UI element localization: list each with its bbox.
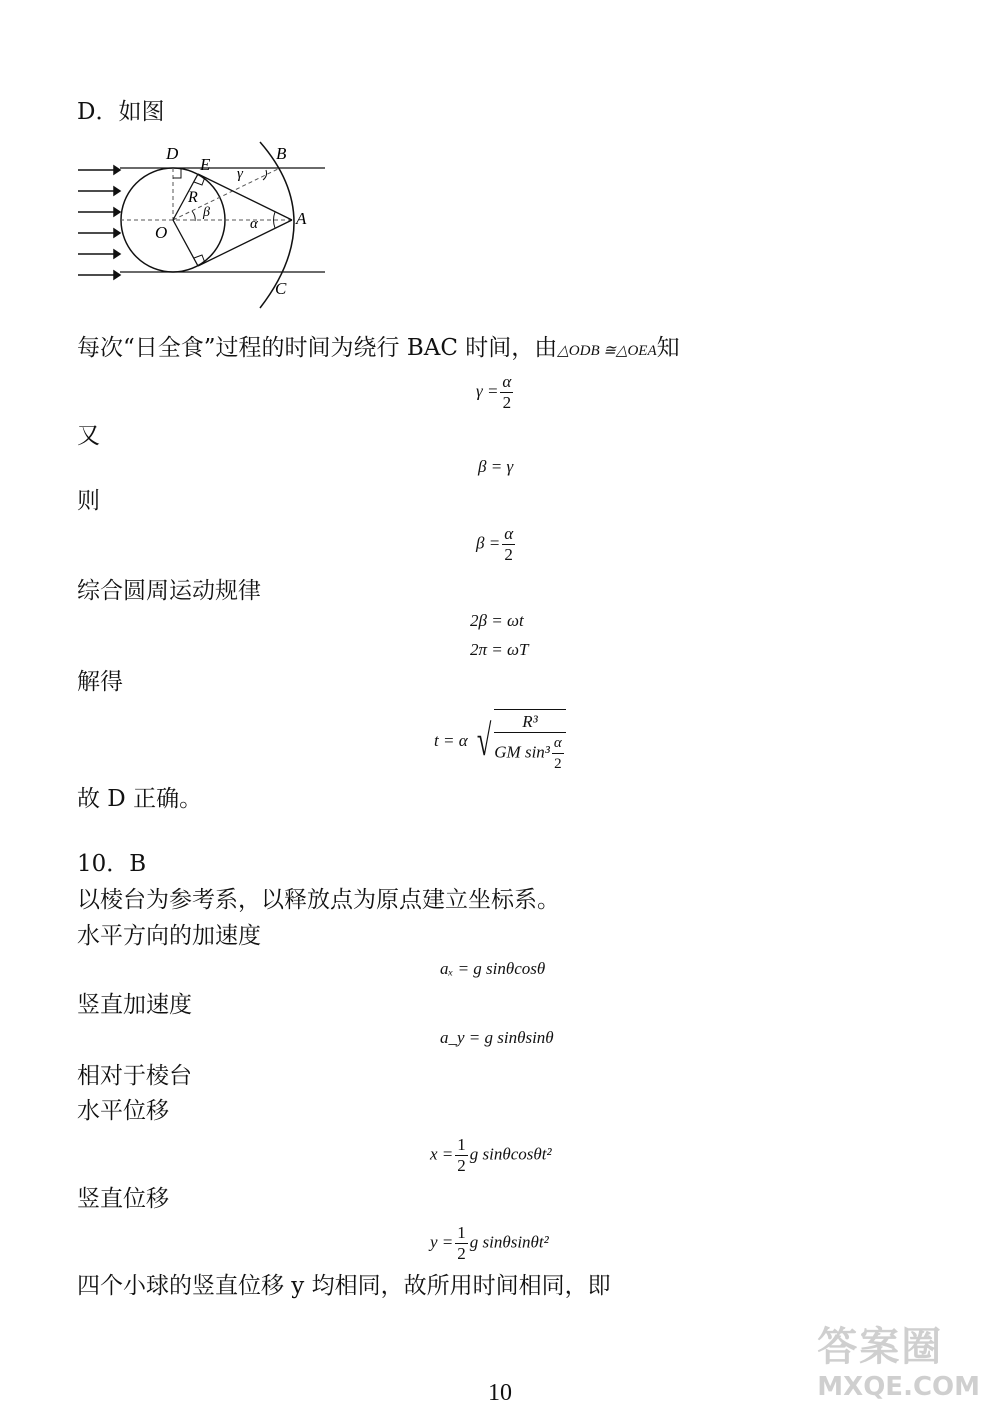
eq5-fnum: α	[552, 733, 564, 754]
eq-7: a_y = g sinθsinθ	[440, 1028, 554, 1047]
p1-text: 每次“日全食”过程的时间为绕行 BAC 时间，由	[77, 335, 558, 361]
heading-d: D．如图	[77, 99, 165, 125]
eq3-num: α	[504, 524, 514, 543]
label-e: E	[200, 155, 211, 174]
question-10: 10．B	[77, 851, 147, 877]
p1-tail: 知	[656, 335, 680, 361]
eq9-num: 1	[457, 1223, 466, 1242]
eq5-num: R³	[494, 712, 566, 733]
text-ze: 则	[77, 488, 100, 514]
eq9-den: 2	[457, 1244, 466, 1263]
eq-1	[476, 372, 515, 413]
paragraph-3: 以棱台为参考系，以释放点为原点建立坐标系。	[77, 887, 560, 913]
page-number: 10	[488, 1380, 512, 1406]
conclusion-d: 故 D 正确。	[77, 786, 203, 812]
paragraph-1	[77, 333, 680, 366]
text-you: 又	[77, 423, 100, 449]
eq-5: t = α √ R³ GM sin³ $\frac{\alpha}{2}$	[434, 705, 566, 777]
paragraph-6: 相对于棱台	[77, 1063, 192, 1089]
watermark	[817, 1315, 980, 1402]
eq8-num: 1	[457, 1135, 466, 1154]
paragraph-7: 水平位移	[77, 1098, 169, 1124]
eq1-den: 2	[502, 393, 512, 412]
label-b: B	[276, 144, 287, 163]
eq-8	[430, 1135, 552, 1176]
eclipse-figure	[70, 140, 340, 310]
label-beta: β	[203, 205, 210, 220]
paragraph-9: 四个小球的竖直位移 y 均相同，故所用时间相同，即	[77, 1273, 611, 1299]
label-a: A	[296, 209, 307, 228]
p1-math: △ODB ≅△OEA	[557, 343, 657, 359]
eq8-den: 2	[457, 1156, 466, 1175]
eq8-rhs: g sinθcosθt²	[469, 1144, 552, 1164]
eq5-den-pre: GM sin³	[494, 741, 550, 761]
eq9-rhs: g sinθsinθt²	[469, 1232, 549, 1252]
label-r: R	[188, 189, 198, 206]
watermark-line2: MXQE.COM	[817, 1372, 980, 1402]
eq5-fden: 2	[554, 755, 562, 772]
eq-4b: 2π = ωT	[470, 640, 529, 659]
watermark-line1: 答案圈	[817, 1324, 944, 1370]
eq3-lhs: β =	[476, 533, 501, 553]
paragraph-2: 综合圆周运动规律	[77, 578, 261, 604]
eq-6: aₓ = g sinθcosθ	[440, 959, 546, 978]
eq5-lhs: t = α	[434, 731, 468, 750]
eq3-den: 2	[504, 545, 513, 564]
eq1-lhs: γ =	[476, 381, 499, 401]
eq-2: β = γ	[478, 457, 514, 476]
eq8-lhs: x =	[430, 1144, 454, 1164]
eq-4a: 2β = ωt	[470, 611, 524, 630]
paragraph-5: 竖直加速度	[77, 992, 192, 1018]
eq1-num: α	[502, 372, 512, 391]
eq-3	[476, 524, 517, 565]
text-jiede: 解得	[77, 669, 123, 695]
label-c: C	[275, 279, 287, 298]
eq-9	[430, 1223, 549, 1264]
paragraph-8: 竖直位移	[77, 1186, 169, 1212]
label-gamma: γ	[237, 166, 243, 182]
light-arrows	[78, 166, 120, 279]
paragraph-4: 水平方向的加速度	[77, 923, 261, 949]
label-o: O	[155, 223, 168, 242]
eq9-lhs: y =	[430, 1232, 454, 1252]
label-alpha: α	[250, 216, 258, 232]
label-d: D	[166, 144, 179, 163]
